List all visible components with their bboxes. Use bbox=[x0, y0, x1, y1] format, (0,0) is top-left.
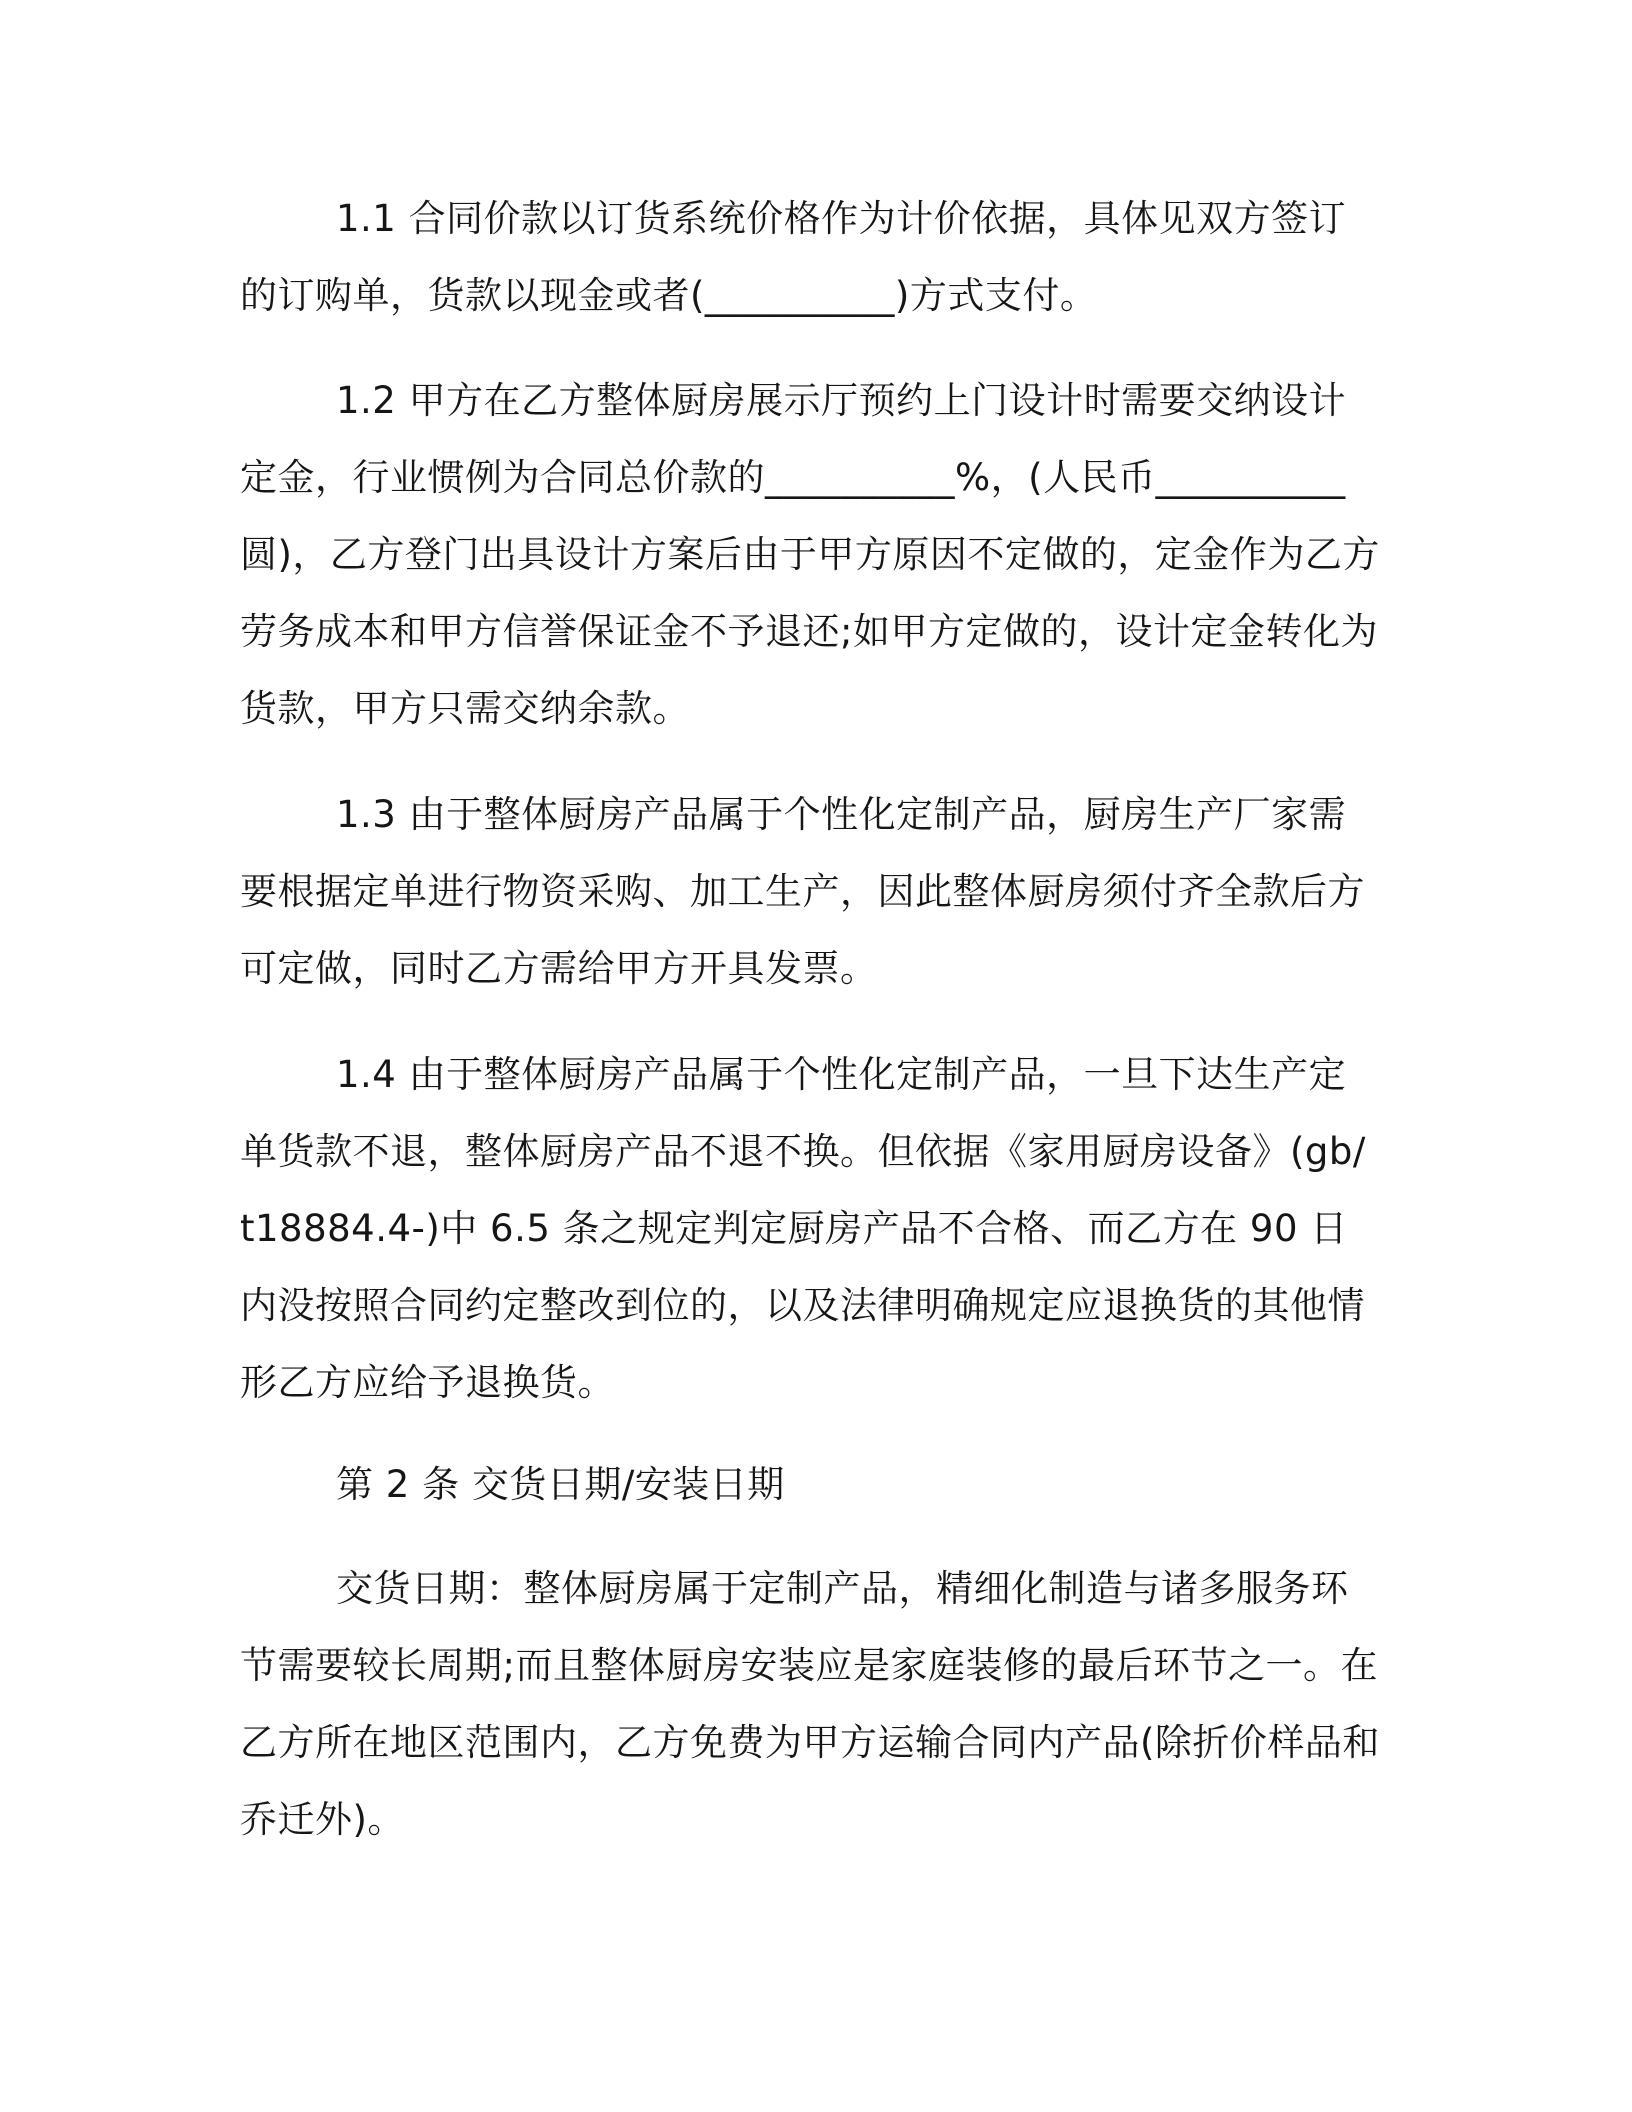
clause-1-2-paragraph: 1.2 甲方在乙方整体厨房展示厅预约上门设计时需要交纳设计定金，行业惯例为合同总价款的__________%，(人民币__________圆)，乙方登门出具设计方案后由于甲方原因不定做的，定金作为乙方劳务成本和甲方信誉保证金不予退还;如甲方定做的，设计定金转化为货款，甲方只需交纳余款。 bbox=[240, 379, 1380, 730]
clause-1-1-paragraph: 1.1 合同价款以订货系统价格作为计价依据，具体见双方签订的订购单，货款以现金或者(__________)方式支付。 bbox=[240, 197, 1347, 317]
clause-1-4-paragraph: 1.4 由于整体厨房产品属于个性化定制产品，一旦下达生产定单货款不退，整体厨房产品不退不换。但依据《家用厨房设备》(gb/t18884.4-)中 6.5 条之规定判定厨房产品不合格、而乙方在 90 日内没按照合同约定整改到位的，以及法律明确规定应退换货的其他情形乙方应给予退换货。 bbox=[240, 1053, 1366, 1404]
article-2-heading: 第 2 条 交货日期/安装日期 bbox=[336, 1463, 785, 1506]
clause-1-3-paragraph: 1.3 由于整体厨房产品属于个性化定制产品，厨房生产厂家需要根据定单进行物资采购、加工生产，因此整体厨房须付齐全款后方可定做，同时乙方需给甲方开具发票。 bbox=[240, 793, 1365, 990]
delivery-date-paragraph: 交货日期：整体厨房属于定制产品，精细化制造与诸多服务环节需要较长周期;而且整体厨房安装应是家庭装修的最后环节之一。在乙方所在地区范围内，乙方免费为甲方运输合同内产品(除折价样品和乔迁外)。 bbox=[240, 1567, 1380, 1841]
